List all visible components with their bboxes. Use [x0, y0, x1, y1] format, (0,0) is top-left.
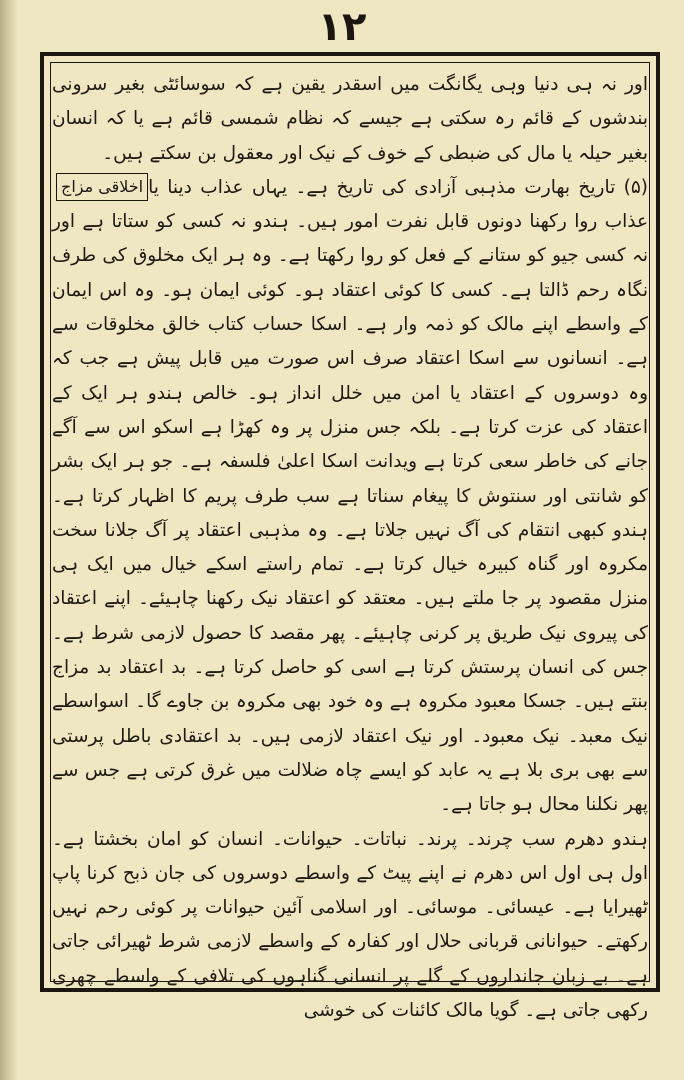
- paragraph-3: ہندو دھرم سب چرند۔ پرند۔ نباتات۔ حیوانات۔ انسان کو امان بخشتا ہے۔ اول ہی اول اس دھرم نے اپنے پیٹ کے واسطے دوسروں کی جان ذبح کرنا پاپ ٹھیرایا ہے۔ عیسائی۔ موسائی۔ اور اسلامی آئین حیوانات پر کوئی رحم نہیں رکھتے۔ حیوانانی قربانی حلال اور کفارہ کے واسطے لازمی شرط ٹھیرائی جاتی ہے۔ بے زبان جانداروں کے گلے پر انسانی گناہوں کی تلافی کے واسطے چھری رکھی جاتی ہے۔ گویا مالک کائنات کی خوشی: [52, 828, 648, 1022]
- page-text: [52, 68, 648, 1022]
- page-edge-shadow: [0, 0, 18, 1080]
- paragraph-1: اور نہ ہی دنیا وہی یگانگت میں اسقدر یقین ہے کہ سوسائٹی بغیر سرونی بندشوں کے قائم رہ سکتی ہے جیسے کہ نظام شمسی قائم ہے یا کہ انسان بغیر حیلہ یا مال کی ضبطی کے خوف کے نیک اور معقول بن سکتے ہیں۔: [52, 74, 648, 164]
- margin-label: اخلاقی مزاج: [56, 173, 148, 201]
- page-number: ۱۲: [317, 4, 367, 50]
- paragraph-2: (۵) تاریخ بھارت مذہبی آزادی کی تاریخ ہے۔ یہاں عذاب دینا یا عذاب روا رکھنا دونوں قابل نفرت امور ہیں۔ ہندو نہ کسی کو ستاتا ہے اور نہ کسی جیو کو ستانے کے فعل کو روا رکھتا ہے۔ وہ ہر ایک مخلوق کی طرف نگاہ رحم ڈالتا ہے۔ کسی کا کوئی اعتقاد ہو۔ کوئی ایمان ہو۔ وہ اس ایمان کے واسطے اپنے مالک کو ذمہ وار ہے۔ اسکا حساب کتاب خالق مخلوقات سے ہے۔ انسانوں سے اسکا اعتقاد صرف اس صورت میں قابل پیش ہے جب کہ وہ دوسروں کے اعتقاد یا امن میں خلل انداز ہو۔ خالص ہندو ہر ایک کے اعتقاد کی عزت کرتا ہے۔ بلکہ جس منزل پر وہ کھڑا ہے اسکو اس سے آگے جانے کی خاطر سعی کرتا ہے ویدانت اسکا اعلیٰ فلسفہ ہے۔ جو ہر ایک بشر کو شانتی اور سنتوش کا پیغام سناتا ہے سب طرف پریم کا اظہار کرتا ہے۔ ہندو کبھی انتقام کی آگ نہیں جلاتا ہے۔ وہ مذہبی اعتقاد پر آگ جلانا سخت مکروہ اور گناہ کبیرہ خیال کرتا ہے۔ تمام راستے اسکے خیال میں ایک ہی منزل مقصود پر جا ملتے ہیں۔ معتقد کو اعتقاد نیک رکھنا چاہیئے۔ اپنے اعتقاد کی پیروی نیک طریق پر کرنی چاہیئے۔ پھر مقصد کا حصول لازمی شرط ہے۔ جس کی انسان پرستش کرتا ہے اسی کو حاصل کرتا ہے۔ بد اعتقاد بد مزاج بنتے ہیں۔ جسکا معبود مکروہ ہے وہ خود بھی مکروہ بن جاوے گا۔ اسواسطے نیک معبد۔ نیک معبود۔ اور نیک اعتقاد لازمی ہیں۔ بد اعتقادی باطل پرستی سے بھی بری بلا ہے یہ عابد کو ایسے چاہ ضلالت میں غرق کرتی ہے جس سے پھر نکلنا محال ہو جاتا ہے۔: [52, 176, 648, 816]
